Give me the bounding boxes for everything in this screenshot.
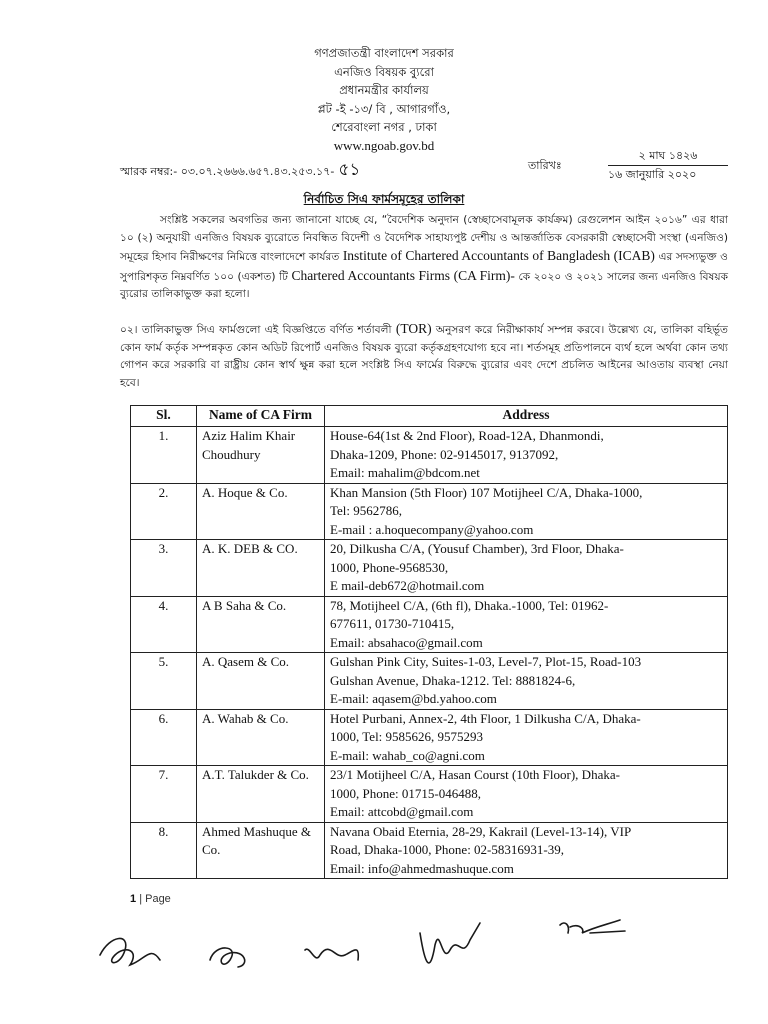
header-sl: Sl. [131, 406, 197, 427]
table-row [131, 709, 728, 766]
address-line-1: প্লট -ই -১৩/ বি , আগারগাঁও, [317, 101, 451, 116]
firm-serial: 5. [131, 653, 197, 710]
firm-address [325, 427, 728, 484]
icab-name: Institute of Chartered Accountants of Bangladesh (ICAB) [342, 248, 655, 263]
address-line: Email: attcobd@gmail.com [330, 804, 474, 819]
firm-name: A. K. DEB & CO. [197, 540, 325, 597]
header-name: Name of CA Firm [197, 406, 325, 427]
firm-address [325, 540, 728, 597]
firm-address [325, 709, 728, 766]
address-line: E-mail : a.hoquecompany@yahoo.com [330, 521, 534, 537]
signature-2 [210, 948, 245, 967]
date-english: ১৬ জানুয়ারি ২০২০ [608, 165, 728, 184]
letterhead [0, 44, 768, 155]
website: www.ngoab.gov.bd [333, 137, 435, 153]
table-row [131, 540, 728, 597]
address-line: 1000, Phone: 01715-046488, [330, 785, 481, 801]
address-line: E mail-deb672@hotmail.com [330, 578, 485, 593]
date-label: তারিখঃ [528, 159, 562, 172]
firm-address [325, 653, 728, 710]
memo-label: স্মারক নম্বর:- [120, 165, 178, 178]
firm-serial: 8. [131, 822, 197, 879]
page-footer [130, 893, 171, 905]
firm-name: A B Saha & Co. [197, 596, 325, 653]
firm-name: A. Wahab & Co. [197, 709, 325, 766]
address-line: Hotel Purbani, Annex-2, 4th Floor, 1 Dilkusha C/A, Dhaka- [330, 710, 641, 726]
address-line: Navana Obaid Eternia, 28-29, Kakrail (Level-13-14), VIP [330, 823, 632, 839]
government-name: গণপ্রজাতন্ত্রী বাংলাদেশ সরকার [314, 46, 454, 60]
firm-name: Aziz Halim Khair Choudhury [197, 427, 325, 484]
table-row [131, 596, 728, 653]
ca-firms-name: Chartered Accountants Firms (CA Firm)- [291, 267, 515, 283]
signatures [90, 905, 690, 1000]
address-line: House-64(1st & 2nd Floor), Road-12A, Dhanmondi, [330, 428, 604, 443]
memo-value: ০৩.০৭.২৬৬৬.৬৫৭.৪৩.২৫৩.১৭- [180, 165, 335, 178]
paragraph-1 [120, 212, 728, 304]
firm-serial: 4. [131, 596, 197, 653]
address-line: 677611, 01730-710415, [330, 616, 455, 631]
address-line: 78, Motijheel C/A, (6th fl), Dhaka.-1000, Tel: 01962- [330, 597, 609, 613]
address-line: Road, Dhaka-1000, Phone: 02-58316931-39, [330, 842, 564, 857]
paragraph-2 [120, 320, 728, 392]
heading-text: নির্বাচিত সিএ ফার্মসমূহের তালিকা [303, 192, 465, 206]
office-name: প্রধানমন্ত্রীর কার্যালয় [339, 83, 429, 97]
firm-serial: 3. [131, 540, 197, 597]
address-line-2: শেরেবাংলা নগর , ঢাকা [331, 120, 437, 134]
firm-name: A. Hoque & Co. [197, 483, 325, 540]
header-address: Address [325, 406, 728, 427]
ca-firms-table [130, 405, 728, 879]
bureau-name: এনজিও বিষয়ক ব্যুরো [334, 64, 434, 79]
firm-serial: 1. [131, 427, 197, 484]
firm-address [325, 596, 728, 653]
firm-name: A.T. Talukder & Co. [197, 766, 325, 823]
firm-serial: 7. [131, 766, 197, 823]
signature-3 [305, 949, 358, 960]
address-line: 1000, Tel: 9585626, 9575293 [330, 729, 484, 744]
table-row [131, 822, 728, 879]
address-line: Email: info@ahmedmashuque.com [330, 860, 514, 876]
firm-name: A. Qasem & Co. [197, 653, 325, 710]
memo-number [120, 157, 360, 185]
address-line: Email: mahalim@bdcom.net [330, 465, 480, 480]
table-header-row [131, 406, 728, 427]
firm-serial: 6. [131, 709, 197, 766]
address-line: Gulshan Pink City, Suites-1-03, Level-7, Plot-15, Road-103 [330, 654, 642, 669]
table-row [131, 653, 728, 710]
page-separator: | [139, 893, 143, 905]
firm-address [325, 822, 728, 879]
address-line: E-mail: wahab_co@agni.com [330, 747, 485, 763]
tor-label: (TOR) [395, 321, 432, 336]
date-bangla: ২ মাঘ ১৪২৬ [638, 149, 698, 162]
address-line: Email: absahaco@gmail.com [330, 634, 483, 650]
signature-1 [100, 939, 160, 965]
address-line: Gulshan Avenue, Dhaka-1212. Tel: 8881824-6, [330, 672, 576, 688]
paragraph-1-text-a: সংশ্লিষ্ট সকলের অবগতির জন্য জানানো যাচ্ছে যে, “বৈদেশিক অনুদান (স্বেচ্ছাসেবামূলক কার্যক্রম) রেগুলেশন আইন ২০১৬” এর ধারা ১০ (২) অনুযায়ী এনজিও বিষয়ক ব্যুরোতে নিবন্ধিত বিদেশী ও বৈদেশিক সাহায্যপুষ্ট দেশীয় ও আন্তর্জাতিক বেসরকারী স্বেচ্ছাসেবী সংস্থা (এনজিও) সমূহের হিসাব নিরীক্ষণের নিমিত্তে বাংলাদেশে কার্যরত [120, 214, 728, 263]
address-line: E-mail: aqasem@bd.yahoo.com [330, 691, 497, 706]
firm-address [325, 766, 728, 823]
memo-handwritten: ৫১ [338, 160, 361, 180]
address-line: Khan Mansion (5th Floor) 107 Motijheel C/A, Dhaka-1000, [330, 484, 643, 500]
table-row [131, 766, 728, 823]
address-line: 1000, Phone-9568530, [330, 559, 449, 575]
address-line: 20, Dilkusha C/A, (Yousuf Chamber), 3rd Floor, Dhaka- [330, 541, 624, 556]
document-heading [0, 191, 768, 211]
page-number: 1 [130, 893, 137, 905]
paragraph-2-text-a: ০২। তালিকাভুক্ত সিএ ফার্মগুলো এই বিজ্ঞপ্তিতে বর্ণিত শর্তাবলী [120, 324, 392, 336]
signature-5 [560, 920, 625, 933]
table-row [131, 483, 728, 540]
firm-name: Ahmed Mashuque & Co. [197, 822, 325, 879]
paragraph-1-text-b: এর সদস্যভুক্ত ও সুপারিশকৃত নিম্নবর্ণিত ১০০ (একশত) টি [120, 251, 728, 283]
firm-serial: 2. [131, 483, 197, 540]
paragraph-1-text-c: কে ২০২০ ও ২০২১ সালের জন্য এনজিও বিষয়ক ব্যুরোর তালিকাভুক্ত করা হলো। [120, 270, 729, 300]
paragraph-2-text-b: অনুসরণ করে নিরীক্ষাকার্য সম্পন্ন করবে। উল্লেখ্য যে, তালিকা বহির্ভূত কোন ফার্ম কর্তৃক সম্পন্নকৃত কোন অডিট রিপোর্ট এনজিও বিষয়ক ব্যুরো কর্তৃকগ্রহণযোগ্য হবে না। শর্তসমূহ প্রতিপালনে ব্যর্থ হলে অর্থবা কোন তথ্য গোপন করে সরকারি বা রাষ্ট্রীয় কোন স্বার্থ ক্ষুন্ন করা হলে সংশ্লিষ্ট সিএ ফার্মের বিরুদ্ধে ব্যুরোর এবং দেশে প্রচলিত আইনের আওতায় ব্যবস্থা নেয়া হবে। [120, 324, 728, 389]
address-line: Dhaka-1209, Phone: 02-9145017, 9137092, [330, 446, 559, 462]
page-label: Page [145, 893, 171, 905]
address-line: Tel: 9562786, [330, 503, 403, 518]
signature-4 [420, 923, 480, 963]
address-line: 23/1 Motijheel C/A, Hasan Courst (10th Floor), Dhaka- [330, 767, 620, 782]
table-row [131, 427, 728, 484]
firm-address [325, 483, 728, 540]
date-block [608, 147, 728, 184]
